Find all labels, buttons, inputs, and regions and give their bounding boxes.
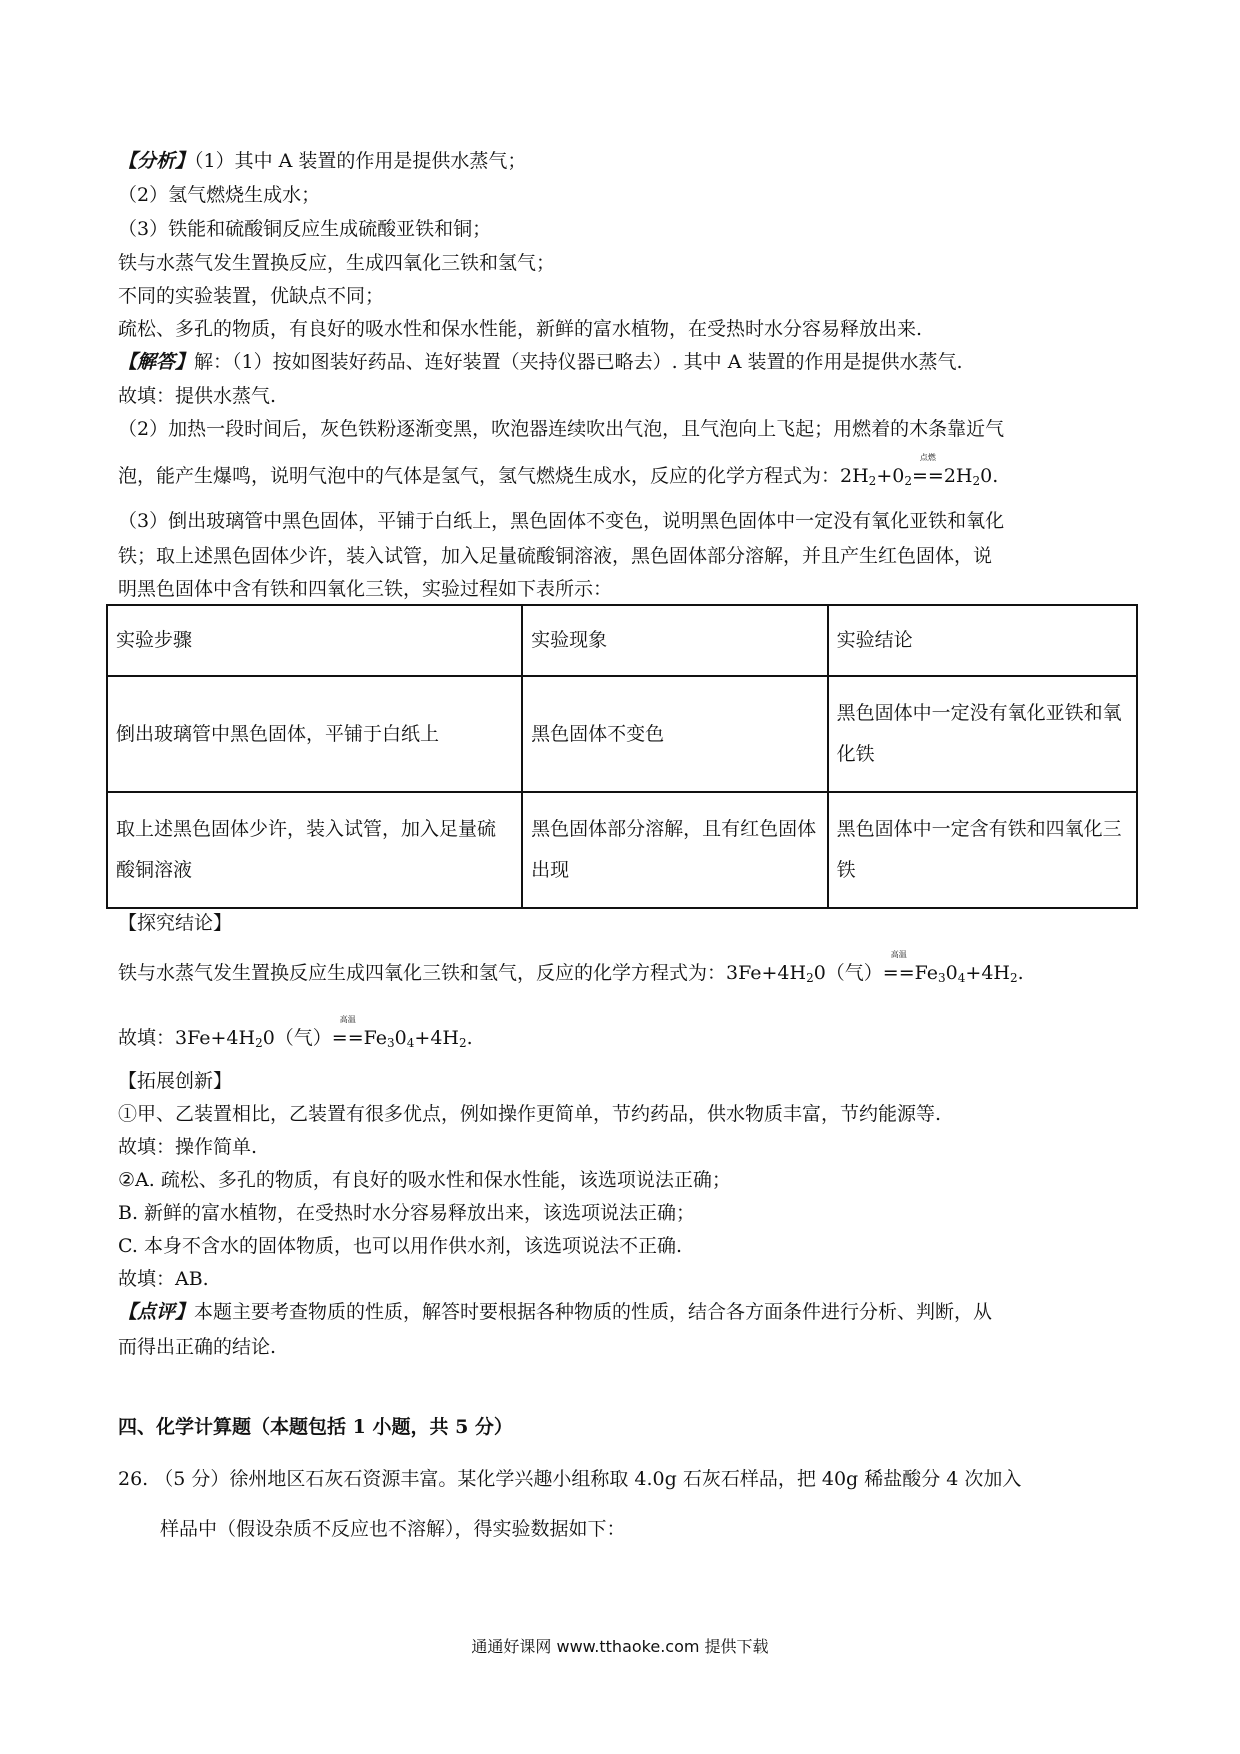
extension-heading: 【拓展创新】 xyxy=(118,1070,233,1092)
question-26-line-2: 样品中（假设杂质不反应也不溶解），得实验数据如下： xyxy=(160,1518,626,1540)
analysis-line-1: 【分析】（1）其中 A 装置的作用是提供水蒸气； xyxy=(118,150,527,172)
reaction-condition: 点燃 == xyxy=(911,453,944,487)
reaction-condition: 高温 == xyxy=(331,1015,364,1049)
answer-line-1: 【解答】解：（1）按如图装好药品、连好装置（夹持仪器已略去）. 其中 A 装置的作用是提供水蒸气. xyxy=(118,351,963,373)
table-cell: 黑色固体中一定含有铁和四氧化三铁 xyxy=(828,792,1137,908)
table-cell: 黑色固体中一定没有氧化亚铁和氧化铁 xyxy=(828,676,1137,792)
question-26-line-1: 26. （5 分）徐州地区石灰石资源丰富。某化学兴趣小组称取 4.0g 石灰石样品，把 40g 稀盐酸分 4 次加入 xyxy=(118,1468,1022,1490)
table-row xyxy=(107,676,1137,792)
table-cell: 取上述黑色固体少许，装入试管，加入足量硫酸铜溶液 xyxy=(107,792,522,908)
answer-line-3: （2）加热一段时间后，灰色铁粉逐渐变黑，吹泡器连续吹出气泡，且气泡向上飞起；用燃着的木条靠近气 xyxy=(118,418,1005,440)
table-header-cell: 实验结论 xyxy=(828,605,1137,676)
experiment-table xyxy=(106,604,1138,909)
analysis-line-5: 不同的实验装置，优缺点不同； xyxy=(118,285,385,307)
extension-line-4: B. 新鲜的富水植物，在受热时水分容易释放出来，该选项说法正确； xyxy=(118,1202,696,1224)
conclusion-fill: 故填：$3Fe+4H_20$（气） 高温 $==Fe_30_4+4H_2$. xyxy=(118,1015,473,1050)
answer-line-5: （3）倒出玻璃管中黑色固体，平铺于白纸上，黑色固体不变色，说明黑色固体中一定没有氧化亚铁和氧化 xyxy=(118,510,1005,532)
comment-line-1: 【点评】本题主要考查物质的性质，解答时要根据各种物质的性质，结合各方面条件进行分析、判断，从 xyxy=(118,1301,993,1323)
answer-line-7: 明黑色固体中含有铁和四氧化三铁，实验过程如下表所示： xyxy=(118,578,613,600)
analysis-line-4: 铁与水蒸气发生置换反应，生成四氧化三铁和氢气； xyxy=(118,252,556,274)
extension-line-6: 故填：AB. xyxy=(118,1268,209,1290)
table-cell: 黑色固体部分溶解，且有红色固体出现 xyxy=(522,792,827,908)
table-header-cell: 实验步骤 xyxy=(107,605,522,676)
answer-line-2: 故填：提供水蒸气. xyxy=(118,385,277,407)
answer-tag: 【解答】 xyxy=(118,351,195,373)
comment-line-2: 而得出正确的结论. xyxy=(118,1336,277,1358)
page-footer: 通通好课网 www.tthaoke.com 提供下载 xyxy=(471,1637,769,1656)
reaction-condition: 高温 == xyxy=(882,950,915,984)
analysis-tag: 【分析】 xyxy=(118,150,195,172)
conclusion-equation: 铁与水蒸气发生置换反应生成四氧化三铁和氢气，反应的化学方程式为：$3Fe+4H_20$（气） 高温 $==Fe_30_4+4H_2$. xyxy=(118,950,1024,985)
extension-line-1: ①甲、乙装置相比，乙装置有很多优点，例如操作更简单，节约药品，供水物质丰富，节约能源等. xyxy=(118,1103,942,1125)
extension-line-3: ②A. 疏松、多孔的物质，有良好的吸水性和保水性能，该选项说法正确； xyxy=(118,1169,731,1191)
answer-line-4: 泡，能产生爆鸣，说明气泡中的气体是氢气，氢气燃烧生成水，反应的化学方程式为：$2H_2+0_2$ 点燃 $==2H_20$. xyxy=(118,453,999,488)
table-cell: 黑色固体不变色 xyxy=(522,676,827,792)
conclusion-heading: 【探究结论】 xyxy=(118,912,233,934)
table-header-row xyxy=(107,605,1137,676)
analysis-line-6: 疏松、多孔的物质，有良好的吸水性和保水性能，新鲜的富水植物，在受热时水分容易释放出来. xyxy=(118,318,923,340)
extension-line-2: 故填：操作简单. xyxy=(118,1136,258,1158)
table-cell: 倒出玻璃管中黑色固体，平铺于白纸上 xyxy=(107,676,522,792)
table-row xyxy=(107,792,1137,908)
analysis-line-2: （2）氢气燃烧生成水； xyxy=(118,184,321,206)
answer-line-6: 铁；取上述黑色固体少许，装入试管，加入足量硫酸铜溶液，黑色固体部分溶解，并且产生红色固体，说 xyxy=(118,545,993,567)
table-header-cell: 实验现象 xyxy=(522,605,827,676)
section-heading: 四、化学计算题（本题包括 1 小题，共 5 分） xyxy=(118,1416,513,1438)
extension-line-5: C. 本身不含水的固体物质，也可以用作供水剂，该选项说法不正确. xyxy=(118,1235,682,1257)
analysis-line-3: （3）铁能和硫酸铜反应生成硫酸亚铁和铜； xyxy=(118,218,492,240)
comment-tag: 【点评】 xyxy=(118,1301,195,1323)
